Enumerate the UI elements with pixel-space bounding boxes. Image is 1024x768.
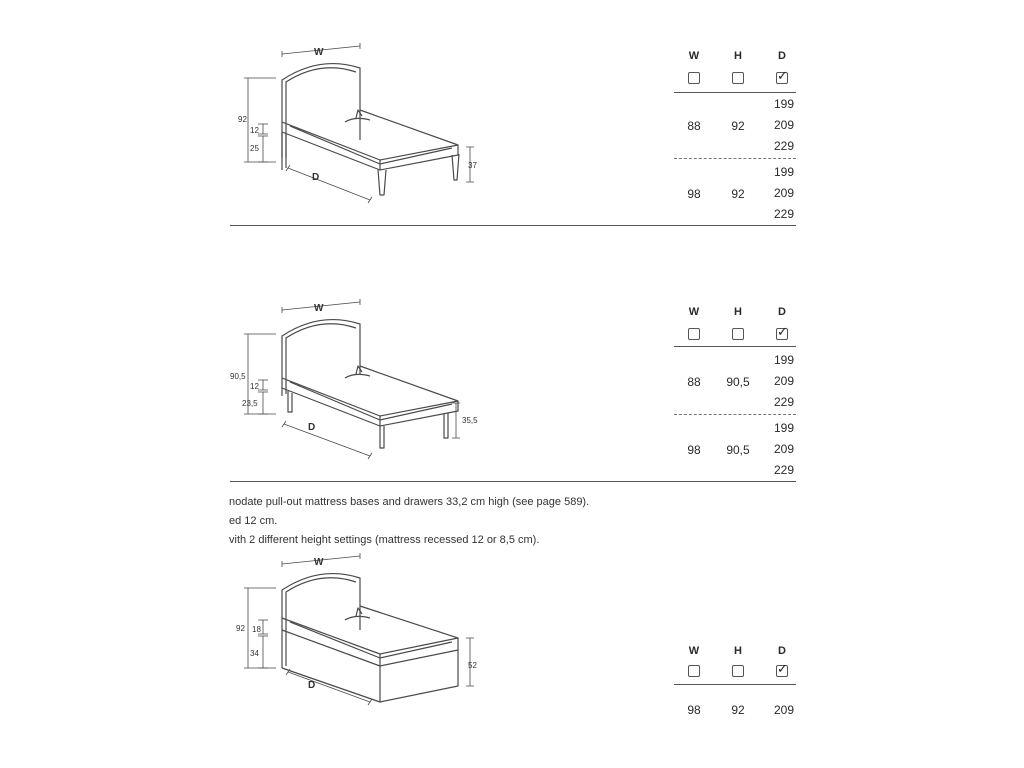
cell-d: 199 — [773, 353, 794, 367]
note-line: ed 12 cm. — [229, 515, 278, 527]
height-label: 92 — [236, 624, 245, 633]
frame-gap-label: 12 — [250, 382, 259, 391]
checkbox-w[interactable] — [688, 72, 700, 84]
leg-height-label: 37 — [468, 161, 477, 170]
leg — [380, 426, 384, 448]
header-w: W — [688, 50, 700, 62]
depth-label: D — [308, 680, 316, 691]
cell-w: 98 — [687, 703, 701, 717]
bed-diagram-1 — [230, 40, 490, 205]
header-d: D — [778, 645, 786, 657]
checkbox-d[interactable] — [776, 72, 788, 84]
cell-d: 209 — [773, 374, 794, 388]
size-table-3 — [674, 645, 796, 725]
cell-d: 209 — [773, 442, 794, 456]
header-d: D — [778, 306, 786, 318]
cell-d: 229 — [773, 463, 794, 477]
side-height-label: 34 — [250, 649, 259, 658]
cell-w: 88 — [687, 375, 701, 389]
cell-d: 229 — [773, 139, 794, 153]
cell-h: 92 — [731, 119, 745, 133]
cell-h: 92 — [731, 187, 745, 201]
leg-height-label: 52 — [468, 661, 477, 670]
cell-d: 229 — [773, 207, 794, 221]
note-line: nodate pull-out mattress bases and drawers 33,2 cm high (see page 589). — [229, 496, 590, 508]
slat-support — [345, 608, 370, 620]
header-w: W — [688, 306, 700, 318]
header-h: H — [734, 50, 742, 62]
cell-w: 98 — [687, 187, 701, 201]
height-label: 92 — [238, 115, 247, 124]
leg-height-label: 35,5 — [462, 416, 478, 425]
row-divider — [674, 158, 796, 159]
cell-d: 199 — [773, 97, 794, 111]
width-label: W — [314, 303, 324, 314]
section-separator — [230, 481, 796, 482]
depth-label: D — [308, 422, 316, 433]
header-d: D — [778, 50, 786, 62]
size-table-2 — [674, 306, 796, 481]
side-height-label: 23,5 — [242, 399, 258, 408]
checkbox-w[interactable] — [688, 665, 700, 677]
headboard — [282, 64, 360, 170]
checkbox-h[interactable] — [732, 72, 744, 84]
headboard — [282, 320, 360, 396]
cell-h: 90,5 — [726, 375, 750, 389]
width-label: W — [314, 557, 324, 568]
depth-label: D — [312, 172, 320, 183]
row-divider — [674, 414, 796, 415]
cell-d: 229 — [773, 395, 794, 409]
checkbox-h[interactable] — [732, 328, 744, 340]
checkbox-w[interactable] — [688, 328, 700, 340]
notes — [229, 493, 589, 550]
checkbox-d[interactable] — [776, 665, 788, 677]
checkbox-d[interactable] — [776, 328, 788, 340]
bed-diagram-3 — [230, 550, 490, 715]
frame-gap-label: 18 — [252, 625, 261, 634]
leg — [378, 170, 386, 195]
cell-d: 199 — [773, 165, 794, 179]
divider — [674, 684, 796, 685]
width-label: W — [314, 47, 324, 58]
divider — [674, 92, 796, 93]
header-h: H — [734, 645, 742, 657]
cell-d: 209 — [773, 703, 794, 717]
checkbox-h[interactable] — [732, 665, 744, 677]
cell-h: 92 — [731, 703, 745, 717]
cell-d: 209 — [773, 186, 794, 200]
cell-h: 90,5 — [726, 443, 750, 457]
section-separator — [230, 225, 796, 226]
size-table-1 — [674, 50, 796, 225]
bed-diagram-2 — [230, 296, 490, 461]
cell-w: 98 — [687, 443, 701, 457]
header-h: H — [734, 306, 742, 318]
side-height-label: 25 — [250, 144, 259, 153]
note-line: vith 2 different height settings (mattress recessed 12 or 8,5 cm). — [229, 534, 540, 546]
side-panel — [380, 638, 458, 702]
height-label: 90,5 — [230, 372, 246, 381]
cell-w: 88 — [687, 119, 701, 133]
header-w: W — [688, 645, 700, 657]
frame-gap-label: 12 — [250, 126, 259, 135]
cell-d: 199 — [773, 421, 794, 435]
divider — [674, 346, 796, 347]
cell-d: 209 — [773, 118, 794, 132]
